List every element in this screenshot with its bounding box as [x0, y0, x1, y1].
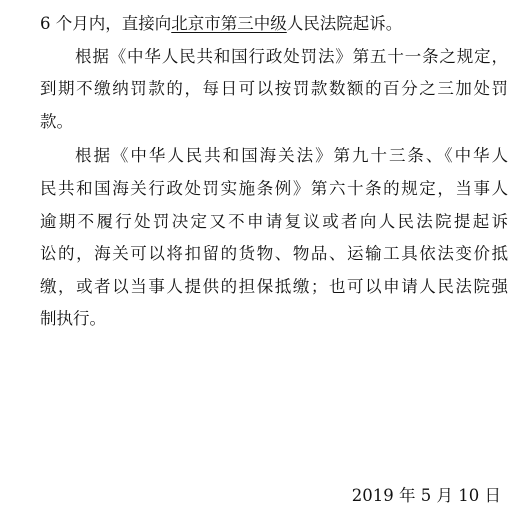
paragraph-2-line-3: 款。	[40, 111, 73, 131]
paragraph-3-line-2: 民共和国海关行政处罚实施条例》第六十条的规定，当事人	[40, 178, 508, 198]
document-date: 2019 年 5 月 10 日	[351, 486, 501, 505]
paragraph-3-line-1: 根据《中华人民共和国海关法》第九十三条、《中华人	[75, 146, 508, 166]
paragraph-2-line-1: 根据《中华人民共和国行政处罚法》第五十一条之规定，	[75, 46, 508, 66]
document-body	[40, 8, 508, 336]
paragraph-3-line-4: 讼的，海关可以将扣留的货物、物品、运输工具依法变价抵	[40, 244, 508, 264]
paragraph-3-line-3: 逾期不履行处罚决定又不申请复议或者向人民法院提起诉	[40, 211, 508, 231]
paragraph-3-line-5: 缴，或者以当事人提供的担保抵缴；也可以申请人民法院强	[40, 276, 508, 296]
paragraph-3-line-6: 制执行。	[40, 309, 106, 329]
court-name-underlined: 北京市第三中级	[171, 14, 287, 33]
paragraph-1-prefix: 6 个月内，直接向	[40, 14, 172, 33]
paragraph-1-line	[40, 8, 508, 41]
paragraph-1-suffix: 人民法院起诉。	[286, 14, 403, 33]
paragraph-2-line-2: 到期不缴纳罚款的，每日可以按罚款数额的百分之三加处罚	[40, 79, 508, 99]
